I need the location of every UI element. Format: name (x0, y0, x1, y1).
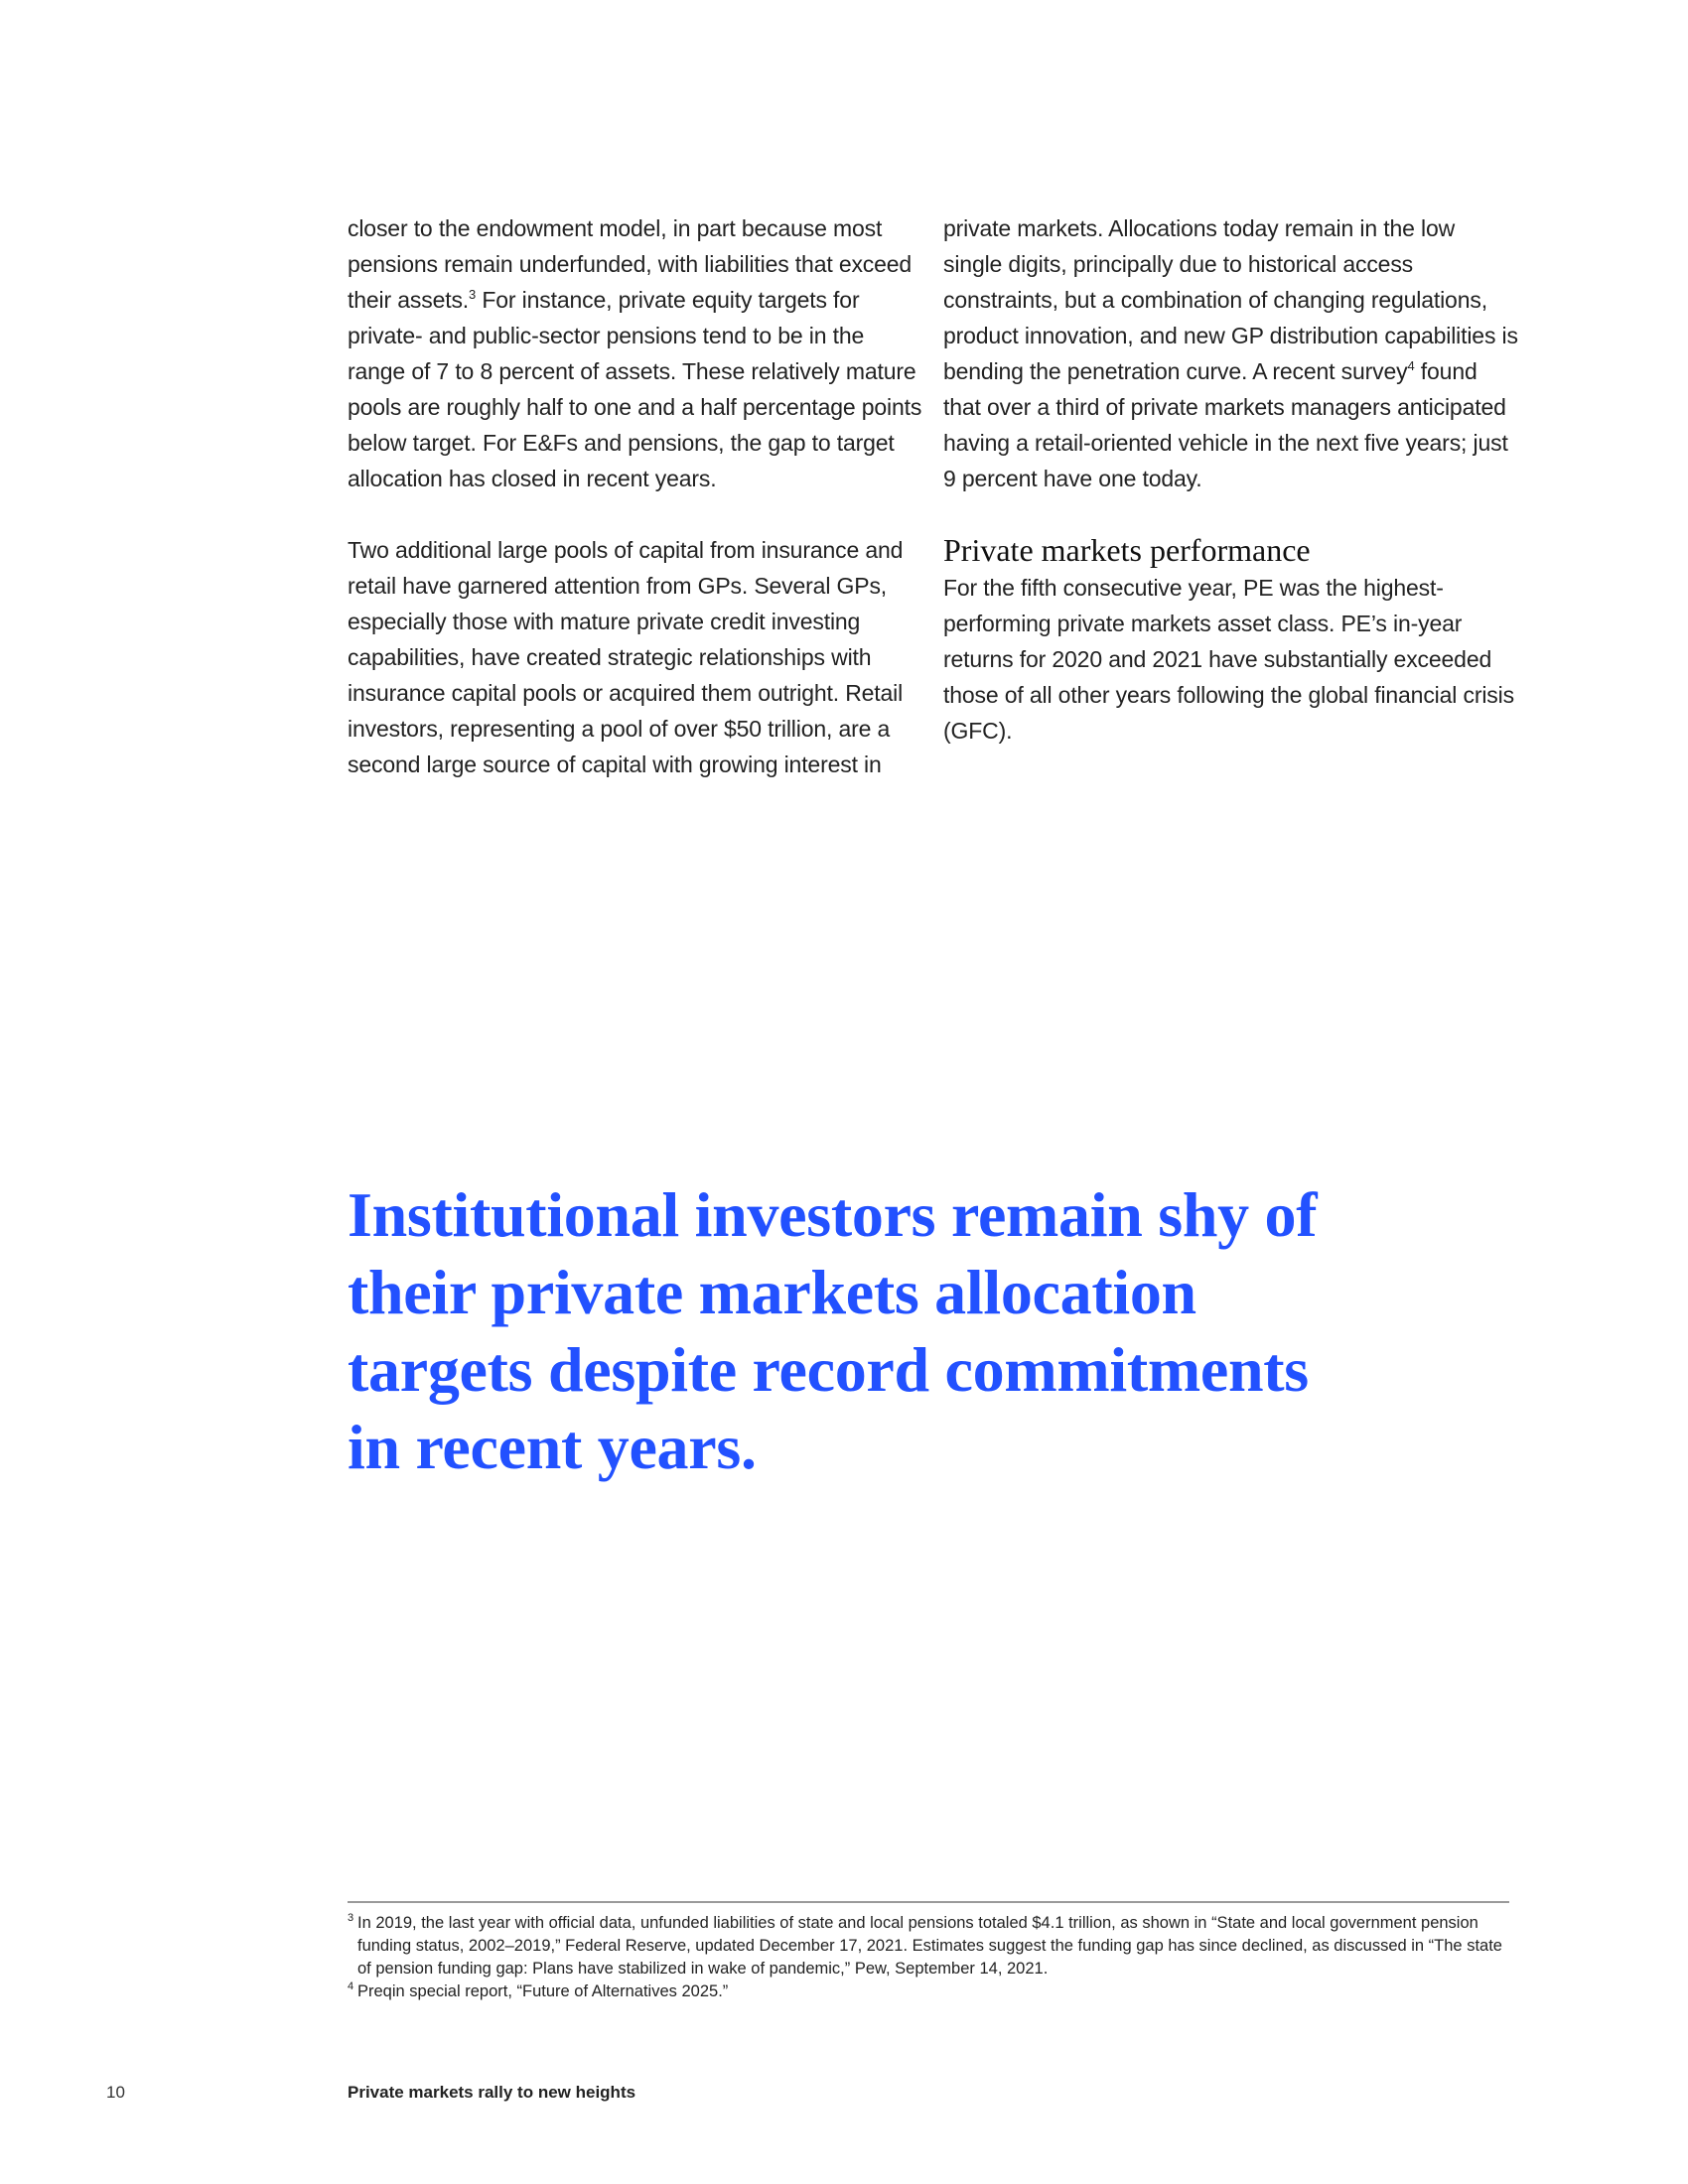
pull-quote-line-3: targets despite record commitments (348, 1334, 1309, 1405)
footnote-3 (348, 1912, 1509, 1980)
pull-quote (348, 1176, 1440, 1486)
footnotes (348, 1912, 1509, 2003)
left-paragraph-2: Two additional large pools of capital from insurance and retail have garnered attention from GPs. Several GPs, especially those with mature private credit investing capabilities, have created strategic relationships with insurance capital pools or acquired them outright. Retail investors, representing a pool of over $50 trillion, are a second large source of capital with growing interest in (348, 537, 904, 777)
footnote-ref-3[interactable]: 3 (469, 287, 477, 302)
footnote-3-text: In 2019, the last year with official data, unfunded liabilities of state and local pensions totaled $4.1 trillion, as shown in “State and local government pension funding status, 2002–2019,” Federal Reserve, updated December 17, 2021. Estimates suggest the funding gap has since declined, as discussed in “The state of pension funding gap: Plans have stabilized in wake of pandemic,” Pew, September 14, 2021. (357, 1914, 1502, 1978)
right-paragraph-2: For the fifth consecutive year, PE was the highest-performing private markets asset class. PE’s in-year returns for 2020 and 2021 have substantially exceeded those of all other years following the global financial crisis (GFC). (943, 575, 1514, 744)
footnote-4 (348, 1980, 1509, 2003)
page-number: 10 (106, 2083, 125, 2102)
pull-quote-line-2: their private markets allocation (348, 1257, 1196, 1327)
footnote-4-mark: 4 (348, 1980, 354, 1992)
right-paragraph-1 (943, 210, 1519, 496)
right-paragraph-1-text-a: private markets. Allocations today remain in the low single digits, principally due to historical access constraints, but a combination of changing regulations, product innovation, and new GP distribution capabilities is bending the penetration curve. A recent survey (943, 215, 1518, 384)
footnote-4-text: Preqin special report, “Future of Alternatives 2025.” (357, 1982, 729, 2000)
left-column (348, 210, 923, 782)
section-heading: Private markets performance (943, 532, 1311, 568)
left-paragraph-1-text-a: closer to the endowment model, in part because most pensions remain underfunded, with liabilities that exceed their assets. (348, 215, 913, 313)
pull-quote-line-4: in recent years. (348, 1412, 757, 1482)
right-column (943, 210, 1519, 749)
left-paragraph-1-text-b: For instance, private equity targets for private- and public-sector pensions tend to be in the range of 7 to 8 percent of assets. These relatively mature pools are roughly half to one and a half percentage points below target. For E&Fs and pensions, the gap to target allocation has closed in recent years. (348, 287, 922, 491)
footnote-divider (348, 1901, 1509, 1903)
footnote-3-mark: 3 (348, 1912, 354, 1924)
pull-quote-line-1: Institutional investors remain shy of (348, 1179, 1318, 1250)
right-paragraph-1-text-b: found that over a third of private markets managers anticipated having a retail-oriented vehicle in the next five years; just 9 percent have one today. (943, 358, 1508, 491)
running-title: Private markets rally to new heights (348, 2083, 636, 2102)
left-paragraph-1 (348, 210, 923, 496)
footnote-ref-4[interactable]: 4 (1407, 358, 1415, 373)
